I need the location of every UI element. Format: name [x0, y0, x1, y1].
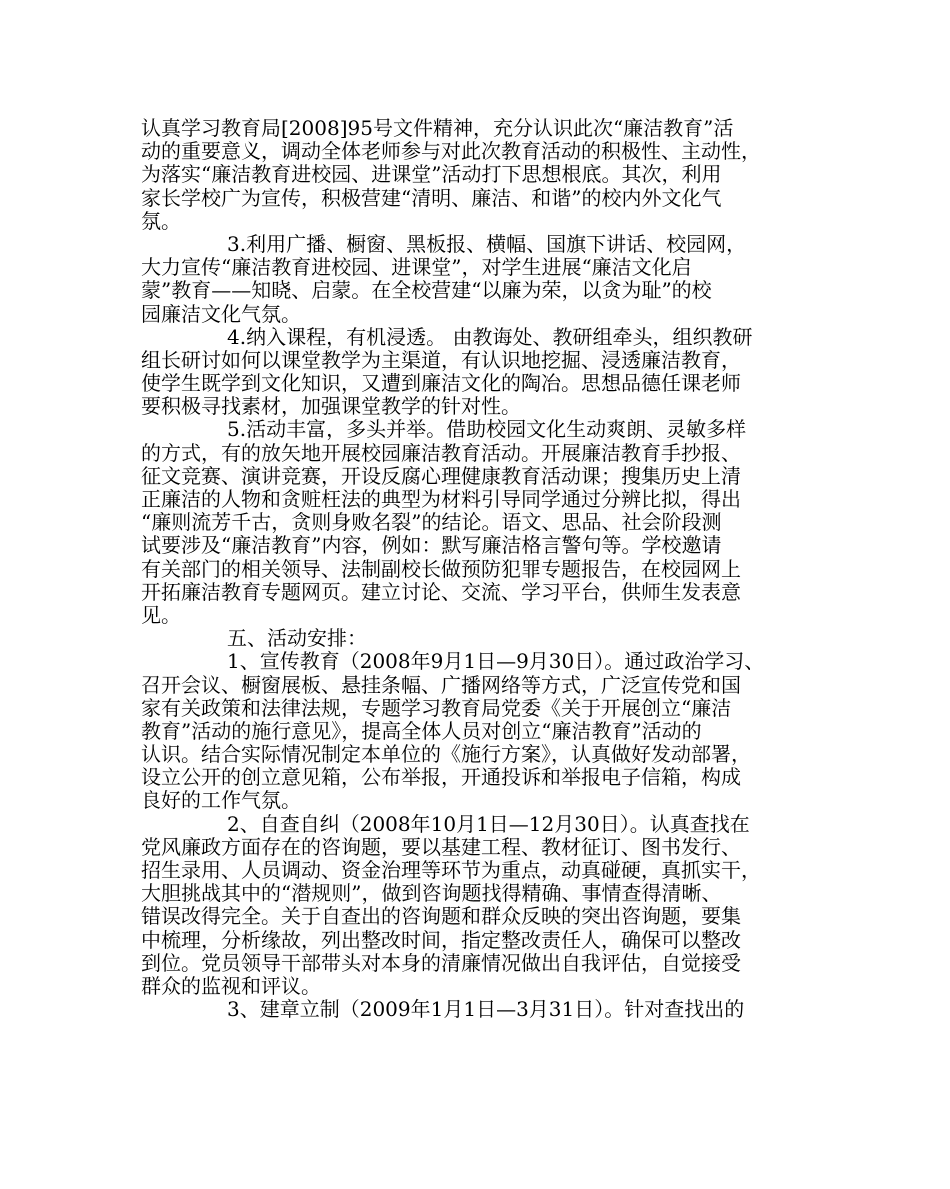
text-line: 蒙”教育——知晓、启蒙。在全校营建“以廉为荣，以贪为耻”的校: [141, 278, 712, 303]
text-line: 见。: [141, 602, 181, 627]
text-line: 错误改得完全。关于自查出的咨询题和群众反映的突出咨询题，要集: [141, 904, 741, 929]
text-line: 3.利用广播、橱窗、黑板报、横幅、国旗下讲话、校园网，: [227, 231, 747, 256]
text-line: 组长研讨如何以课堂教学为主渠道，有认识地挖掘、浸透廉洁教育，: [141, 347, 741, 372]
text-line: 招生录用、人员调动、资金治理等环节为重点，动真碰硬，真抓实干，: [141, 858, 761, 882]
text-line: 征文竞赛、演讲竞赛，开设反腐心理健康教育活动课；搜集历史上清: [141, 463, 741, 488]
text-line: 2、自查自纠（2008年10月1日—12月30日）。认真查找在: [227, 811, 750, 836]
text-line: “廉则流芳千古，贪则身败名裂”的结论。语文、思品、社会阶段测: [141, 510, 722, 535]
text-line: 5.活动丰富，多头并举。借助校园文化生动爽朗、灵敏多样: [227, 417, 747, 442]
text-line: 要积极寻找素材，加强课堂教学的针对性。: [141, 394, 521, 419]
text-line: 设立公开的创立意见箱，公布举报，开通投诉和举报电子信箱，构成: [141, 765, 741, 790]
text-line: 使学生既学到文化知识，又遭到廉洁文化的陶冶。思想品德任课老师: [141, 371, 741, 396]
text-line: 3、建章立制（2009年1月1日—3月31日）。针对查找出的: [227, 997, 745, 1022]
text-line: 大胆挑战其中的“潜规则”，做到咨询题找得精确、事情查得清晰、: [141, 881, 722, 906]
text-line: 为落实“廉洁教育进校园、进课堂”活动打下思想根底。其次，利用: [141, 162, 722, 187]
text-line: 4.纳入课程，有机浸透。 由教诲处、教研组牵头，组织教研: [227, 324, 753, 349]
text-line: 氛。: [141, 208, 181, 233]
text-line: 认真学习教育局[2008]95号文件精神，充分认识此次“廉洁教育”活: [141, 116, 734, 140]
text-line: 开拓廉洁教育专题网页。建立讨论、交流、学习平台，供师生发表意: [141, 579, 741, 604]
text-line: 中梳理，分析缘故，列出整改时间，指定整改责任人，确保可以整改: [141, 927, 741, 952]
text-line: 认识。结合实际情况制定本单位的《施行方案》，认真做好发动部署，: [141, 742, 751, 767]
text-line: 园廉洁文化气氛。: [141, 301, 301, 326]
text-line: 正廉洁的人物和贪赃枉法的典型为材料引导同学通过分辨比拟，得出: [141, 487, 741, 511]
text-line: 群众的监视和评议。: [141, 973, 321, 998]
text-line: 试要涉及“廉洁教育”内容，例如：默写廉洁格言警句等。学校邀请: [141, 533, 722, 558]
text-line: 家长学校广为宣传，积极营建“清明、廉洁、和谐”的校内外文化气: [141, 185, 722, 210]
text-line: 良好的工作气氛。: [141, 788, 301, 813]
text-line: 的方式，有的放矢地开展校园廉洁教育活动。开展廉洁教育手抄报、: [141, 440, 741, 465]
text-line: 动的重要意义，调动全体老师参与对此次教育活动的积极性、主动性，: [141, 139, 761, 164]
text-line: 教育”活动的施行意见》，提高全体人员对创立“廉洁教育”活动的: [141, 718, 702, 743]
text-line: 家有关政策和法律法规，专题学习教育局党委《关于开展创立“廉洁: [141, 695, 732, 720]
text-line: 1、宣传教育（2008年9月1日—9月30日）。通过政治学习、: [227, 649, 765, 674]
text-line: 党风廉政方面存在的咨询题，要以基建工程、教材征订、图书发行、: [141, 834, 741, 859]
text-line: 召开会议、橱窗展板、悬挂条幅、广播网络等方式，广泛宣传党和国: [141, 672, 741, 697]
text-line: 到位。党员领导干部带头对本身的清廉情况做出自我评估，自觉接受: [141, 950, 741, 975]
text-line: 五、活动安排：: [227, 626, 367, 651]
document-body: [141, 117, 831, 1021]
text-line: 大力宣传“廉洁教育进校园、进课堂”，对学生进展“廉洁文化启: [141, 255, 692, 280]
text-line: 有关部门的相关领导、法制副校长做预防犯罪专题报告，在校园网上: [141, 556, 741, 581]
